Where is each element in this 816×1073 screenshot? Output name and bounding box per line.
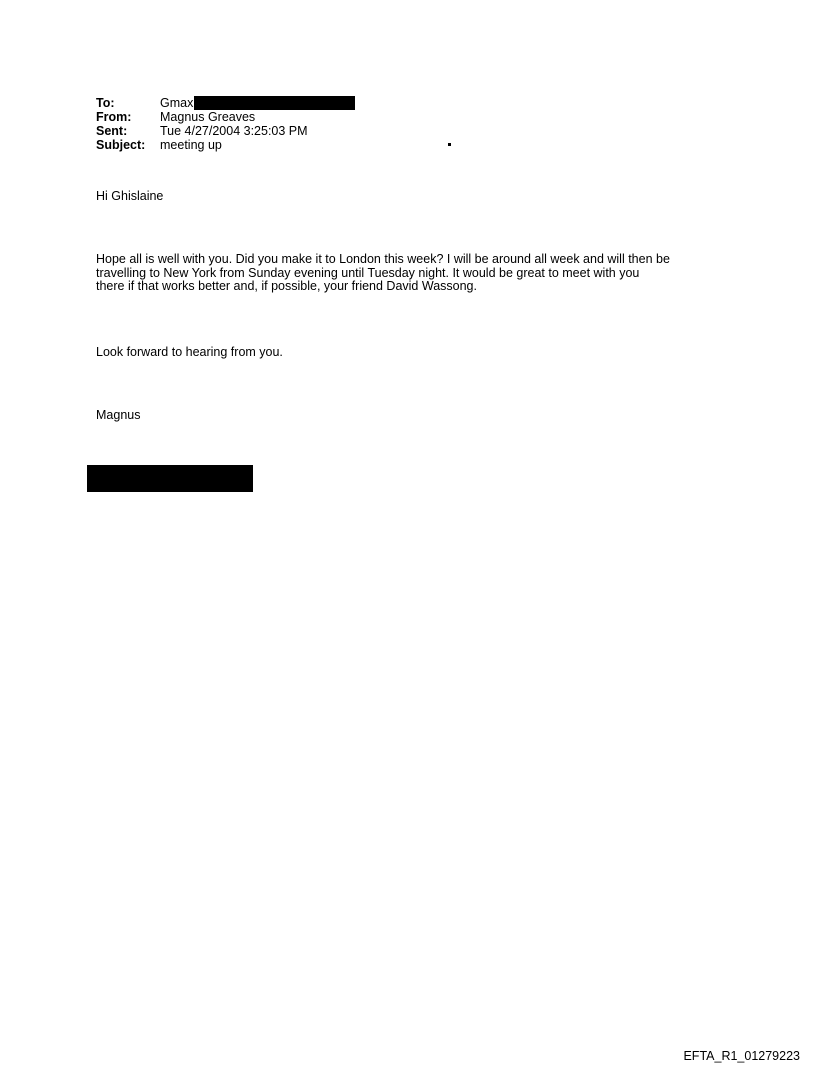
bates-number: EFTA_R1_01279223 — [683, 1049, 800, 1063]
sent-value: Tue 4/27/2004 3:25:03 PM — [160, 124, 308, 138]
email-greeting: Hi Ghislaine — [96, 189, 164, 203]
paragraph-line: Hope all is well with you. Did you make it to London this week? I will be around all week and will then be — [96, 252, 670, 266]
sent-row — [96, 124, 355, 138]
to-label: To: — [96, 96, 115, 110]
email-signature: Magnus — [96, 408, 141, 422]
redaction-box-recipient — [194, 96, 355, 110]
from-value: Magnus Greaves — [160, 110, 256, 124]
from-label: From: — [96, 110, 132, 124]
paragraph-line: there if that works better and, if possible, your friend David Wassong. — [96, 279, 477, 293]
sent-label: Sent: — [96, 124, 128, 138]
paragraph-line: travelling to New York from Sunday evening until Tuesday night. It would be great to meet with you — [96, 265, 640, 280]
email-closing: Look forward to hearing from you. — [96, 345, 283, 359]
subject-row — [96, 138, 355, 152]
subject-value: meeting up — [160, 138, 222, 152]
to-value: Gmax — [160, 96, 194, 110]
stray-dot-mark — [448, 143, 451, 146]
email-paragraph — [96, 253, 746, 294]
redaction-box-signature-block — [87, 465, 253, 492]
to-row — [96, 96, 355, 110]
from-row — [96, 110, 355, 124]
email-header — [96, 96, 355, 152]
subject-label: Subject: — [96, 138, 146, 152]
